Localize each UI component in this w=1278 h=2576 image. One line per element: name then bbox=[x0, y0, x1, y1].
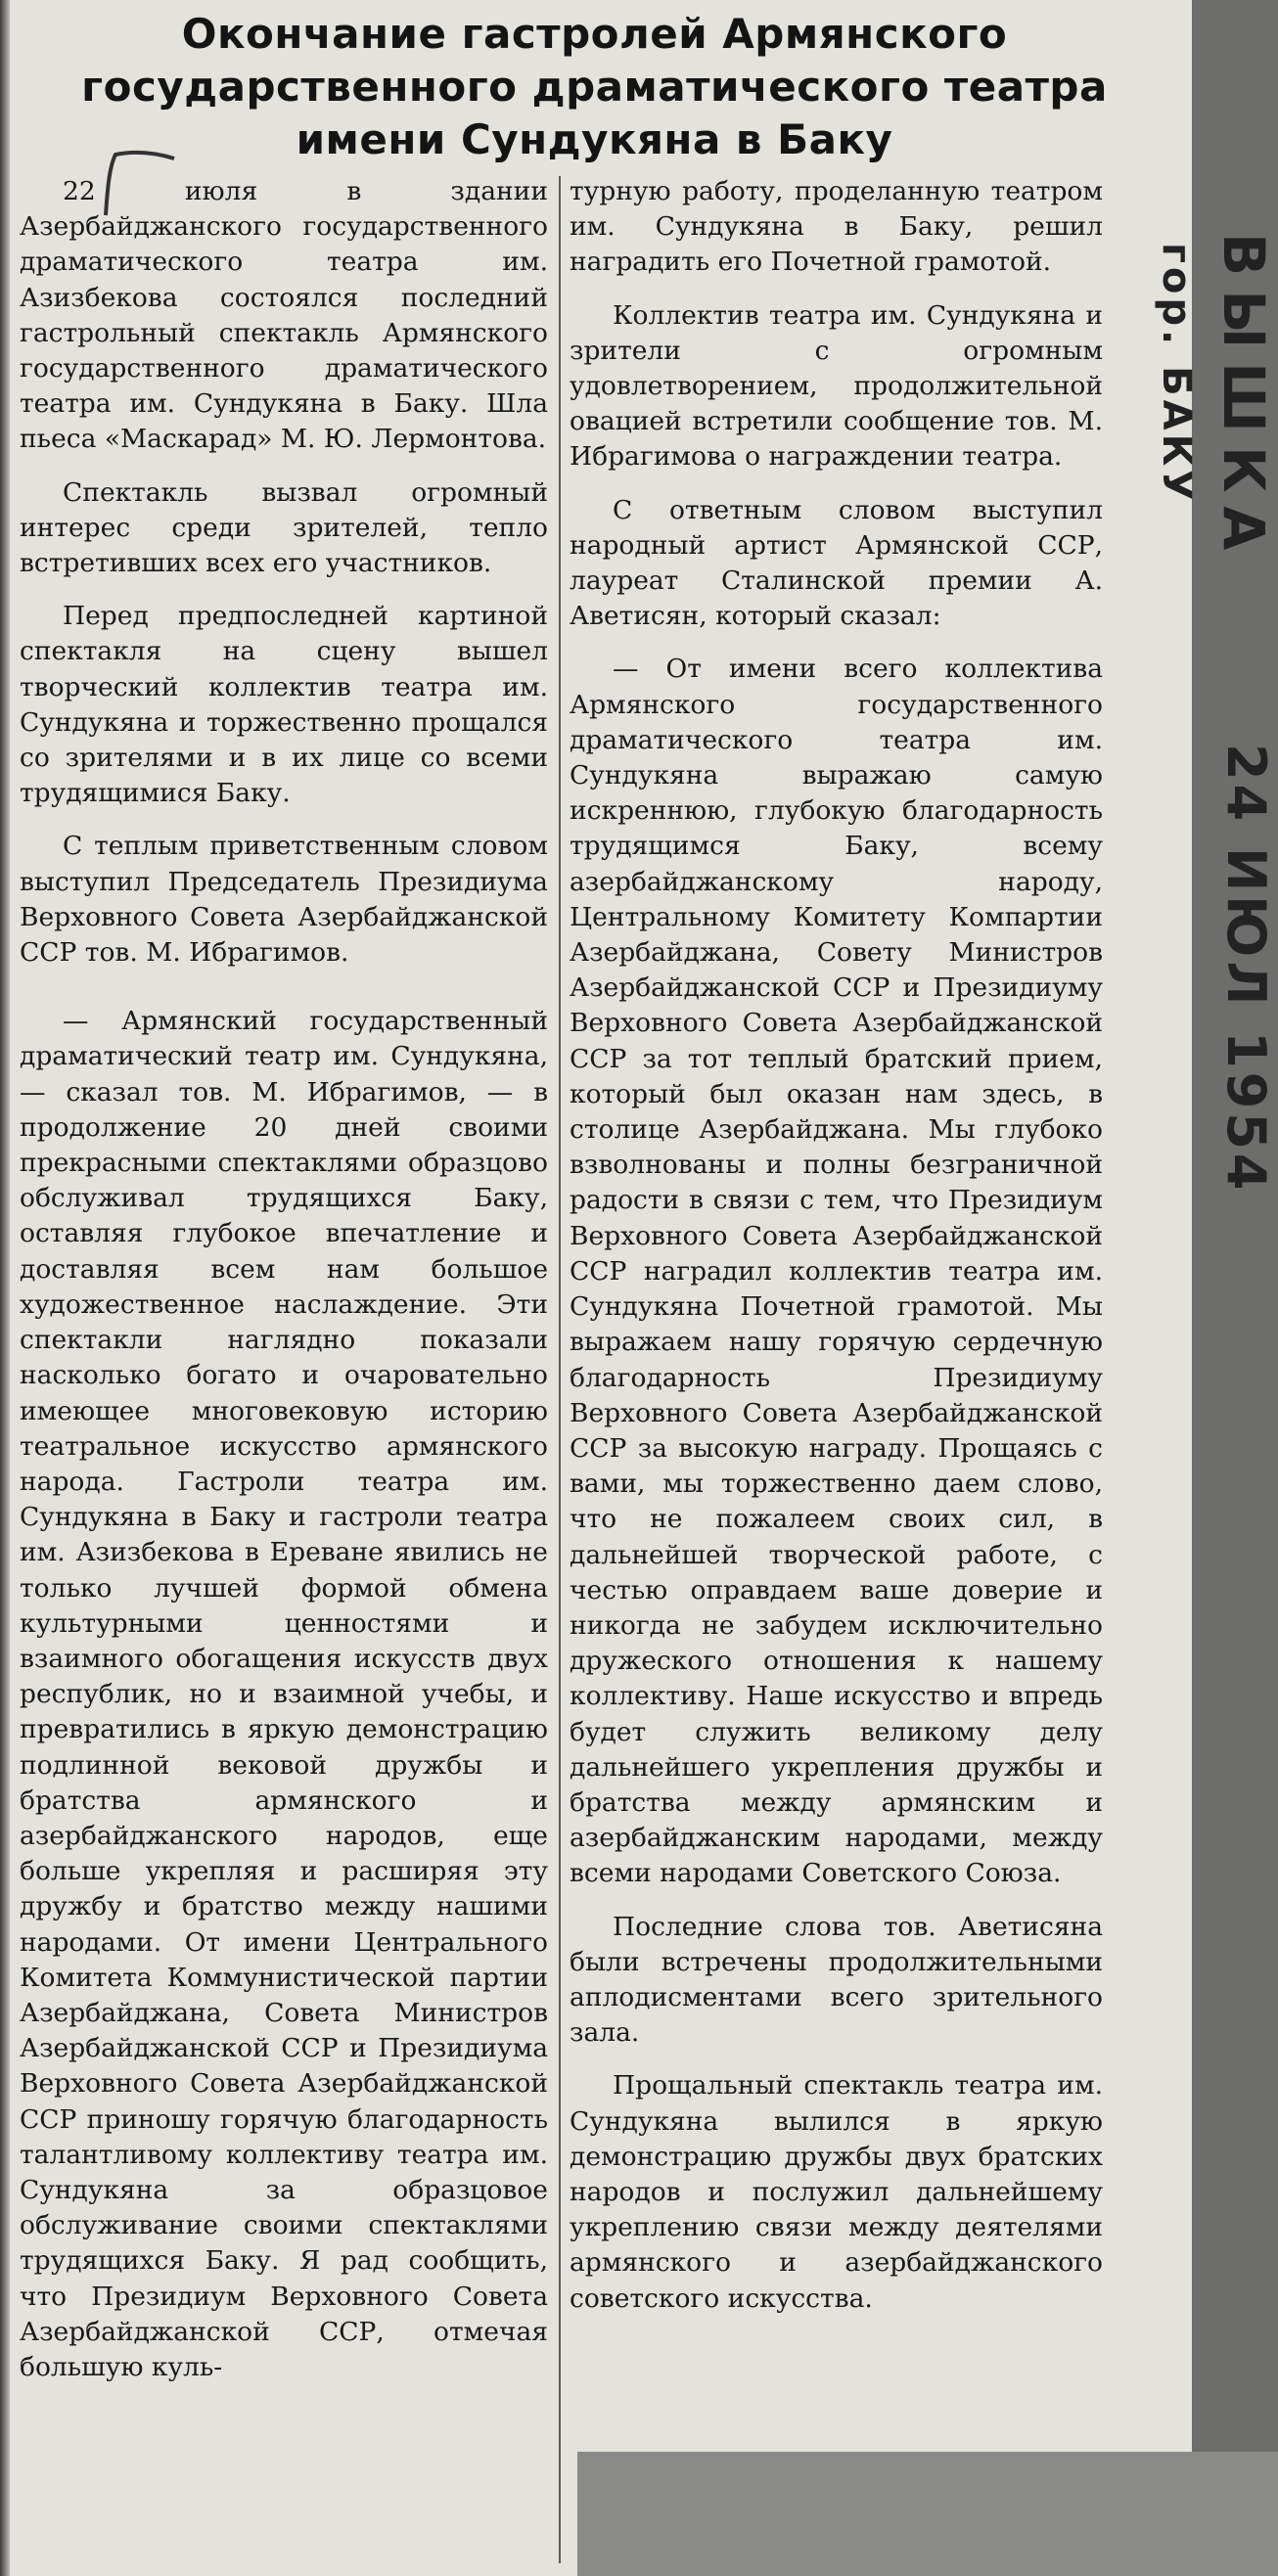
paragraph: 22 июля в здании Азербайджанского государственного драматического театра им. Азизбекова состоялся последний гастрольный спектакль Армянского государственного драматического театра им. Сундукяна в Баку. Шла пьеса «Маскарад» М. Ю. Лермонтова. bbox=[20, 176, 548, 455]
stamp-date: 24 ИЮЛ 1954 bbox=[1215, 744, 1277, 1195]
clipping-left-edge bbox=[0, 0, 10, 2576]
paragraph: Коллектив театра им. Сундукяна и зрители с огромным удовлетворением, продолжительной овацией встретили сообщение тов. М. Ибрагимова о награждении театра. bbox=[570, 299, 1103, 473]
article-headline bbox=[20, 8, 1169, 166]
column-divider bbox=[559, 176, 561, 2563]
paragraph: Спектакль вызвал огромный интерес среди зрителей, тепло встретивших всех его участников. bbox=[20, 476, 548, 579]
scan-background bbox=[577, 2452, 1278, 2576]
paragraph: С теплым приветственным словом выступил Председатель Президиума Верховного Совета Азербайджанской ССР тов. М. Ибрагимов. bbox=[20, 831, 548, 969]
paragraph: С ответным словом выступил народный артист Армянской ССР, лауреат Сталинской премии А. Аветисян, который сказал: bbox=[570, 494, 1103, 632]
paragraph: турную работу, проделанную театром им. Сундукяна в Баку, решил наградить его Почетной грамотой. bbox=[570, 176, 1103, 278]
article-column-left bbox=[20, 174, 548, 2403]
headline-line-1: Окончание гастролей Армянского bbox=[181, 10, 1008, 58]
article-column-right bbox=[570, 174, 1103, 2334]
stamp-city: гор. БАКУ bbox=[1154, 243, 1199, 505]
paragraph: Перед предпоследней картиной спектакля на сцену вышел творческий коллектив театра им. Сундукяна и торжественно прощался со зрителями и в их лице со всеми трудящимися Баку. bbox=[20, 601, 548, 809]
stamp-newspaper-name: ВЫШКА bbox=[1210, 233, 1277, 565]
paragraph: Прощальный спектакль театра им. Сундукяна вылился в яркую демонстрацию дружбы двух братских народов и послужил дальнейшему укреплению связи между деятелями армянского и азербайджанского советского искусства. bbox=[570, 2070, 1103, 2314]
paragraph: — Армянский государственный драматический театр им. Сундукяна, — сказал тов. М. Ибрагимов, — в продолжение 20 дней своими прекрасными спектаклями образцово обслуживал трудящихся Баку, оставляя глубокое впечатление и доставляя всем нам большое художественное наслаждение. Эти спектакли наглядно показали насколько богато и очаровательно имеющее многовековую историю театральное искусство армянского народа. Гастроли театра им. Сундукяна в Баку и гастроли театра им. Азизбекова в Ереване явились не только лучшей формой обмена культурными ценностями и взаимного обогащения искусств двух республик, но и взаимной учебы, и превратились в яркую демонстрацию подлинной вековой дружбы и братства армянского и азербайджанского народов, еще больше укрепляя и расширяя эту дружбу и братство между нашими народами. От имени Центрального Комитета Коммунистической партии Азербайджана, Совета Министров Азербайджанской ССР и Президиума Верховного Совета Азербайджанской ССР приношу горячую благодарность талантливому коллективу театра им. Сундукяна за образцовое обслуживание своими спектаклями трудящихся Баку. Я рад сообщить, что Президиум Верховного Совета Азербайджанской ССР, отмечая большую куль- bbox=[20, 1006, 548, 2382]
headline-line-3: имени Сундукяна в Баку bbox=[296, 115, 893, 163]
headline-line-2: государственного драматического театра bbox=[81, 63, 1108, 111]
paragraph: Последние слова тов. Аветисяна были встречены продолжительными аплодисментами всего зрительного зала. bbox=[570, 1911, 1103, 2049]
paragraph: — От имени всего коллектива Армянского государственного драматического театра им. Сундукяна выражаю самую искреннюю, глубокую благодарность трудящимся Баку, всему азербайджанскому народу, Центральному Комитету Компартии Азербайджана, Совету Министров Азербайджанской ССР и Президиуму Верховного Совета Азербайджанской ССР за тот теплый братский прием, который был оказан нам здесь, в столице Азербайджана. Мы глубоко взволнованы и полны безграничной радости в связи с тем, что Президиум Верховного Совета Азербайджанской ССР наградил коллектив театра им. Сундукяна Почетной грамотой. Мы выражаем нашу горячую сердечную благодарность Президиуму Верховного Совета Азербайджанской ССР за высокую награду. Прощаясь с вами, мы торжественно даем слово, что не пожалеем своих сил, в дальнейшей творческой работе, с честью оправдаем ваше доверие и никогда не забудем исключительно дружеского отношения к нашему коллективу. Наше искусство и впредь будет служить великому делу дальнейшего укрепления дружбы и братства между армянским и азербайджанским народами, между всеми народами Советского Союза. bbox=[570, 654, 1103, 1889]
